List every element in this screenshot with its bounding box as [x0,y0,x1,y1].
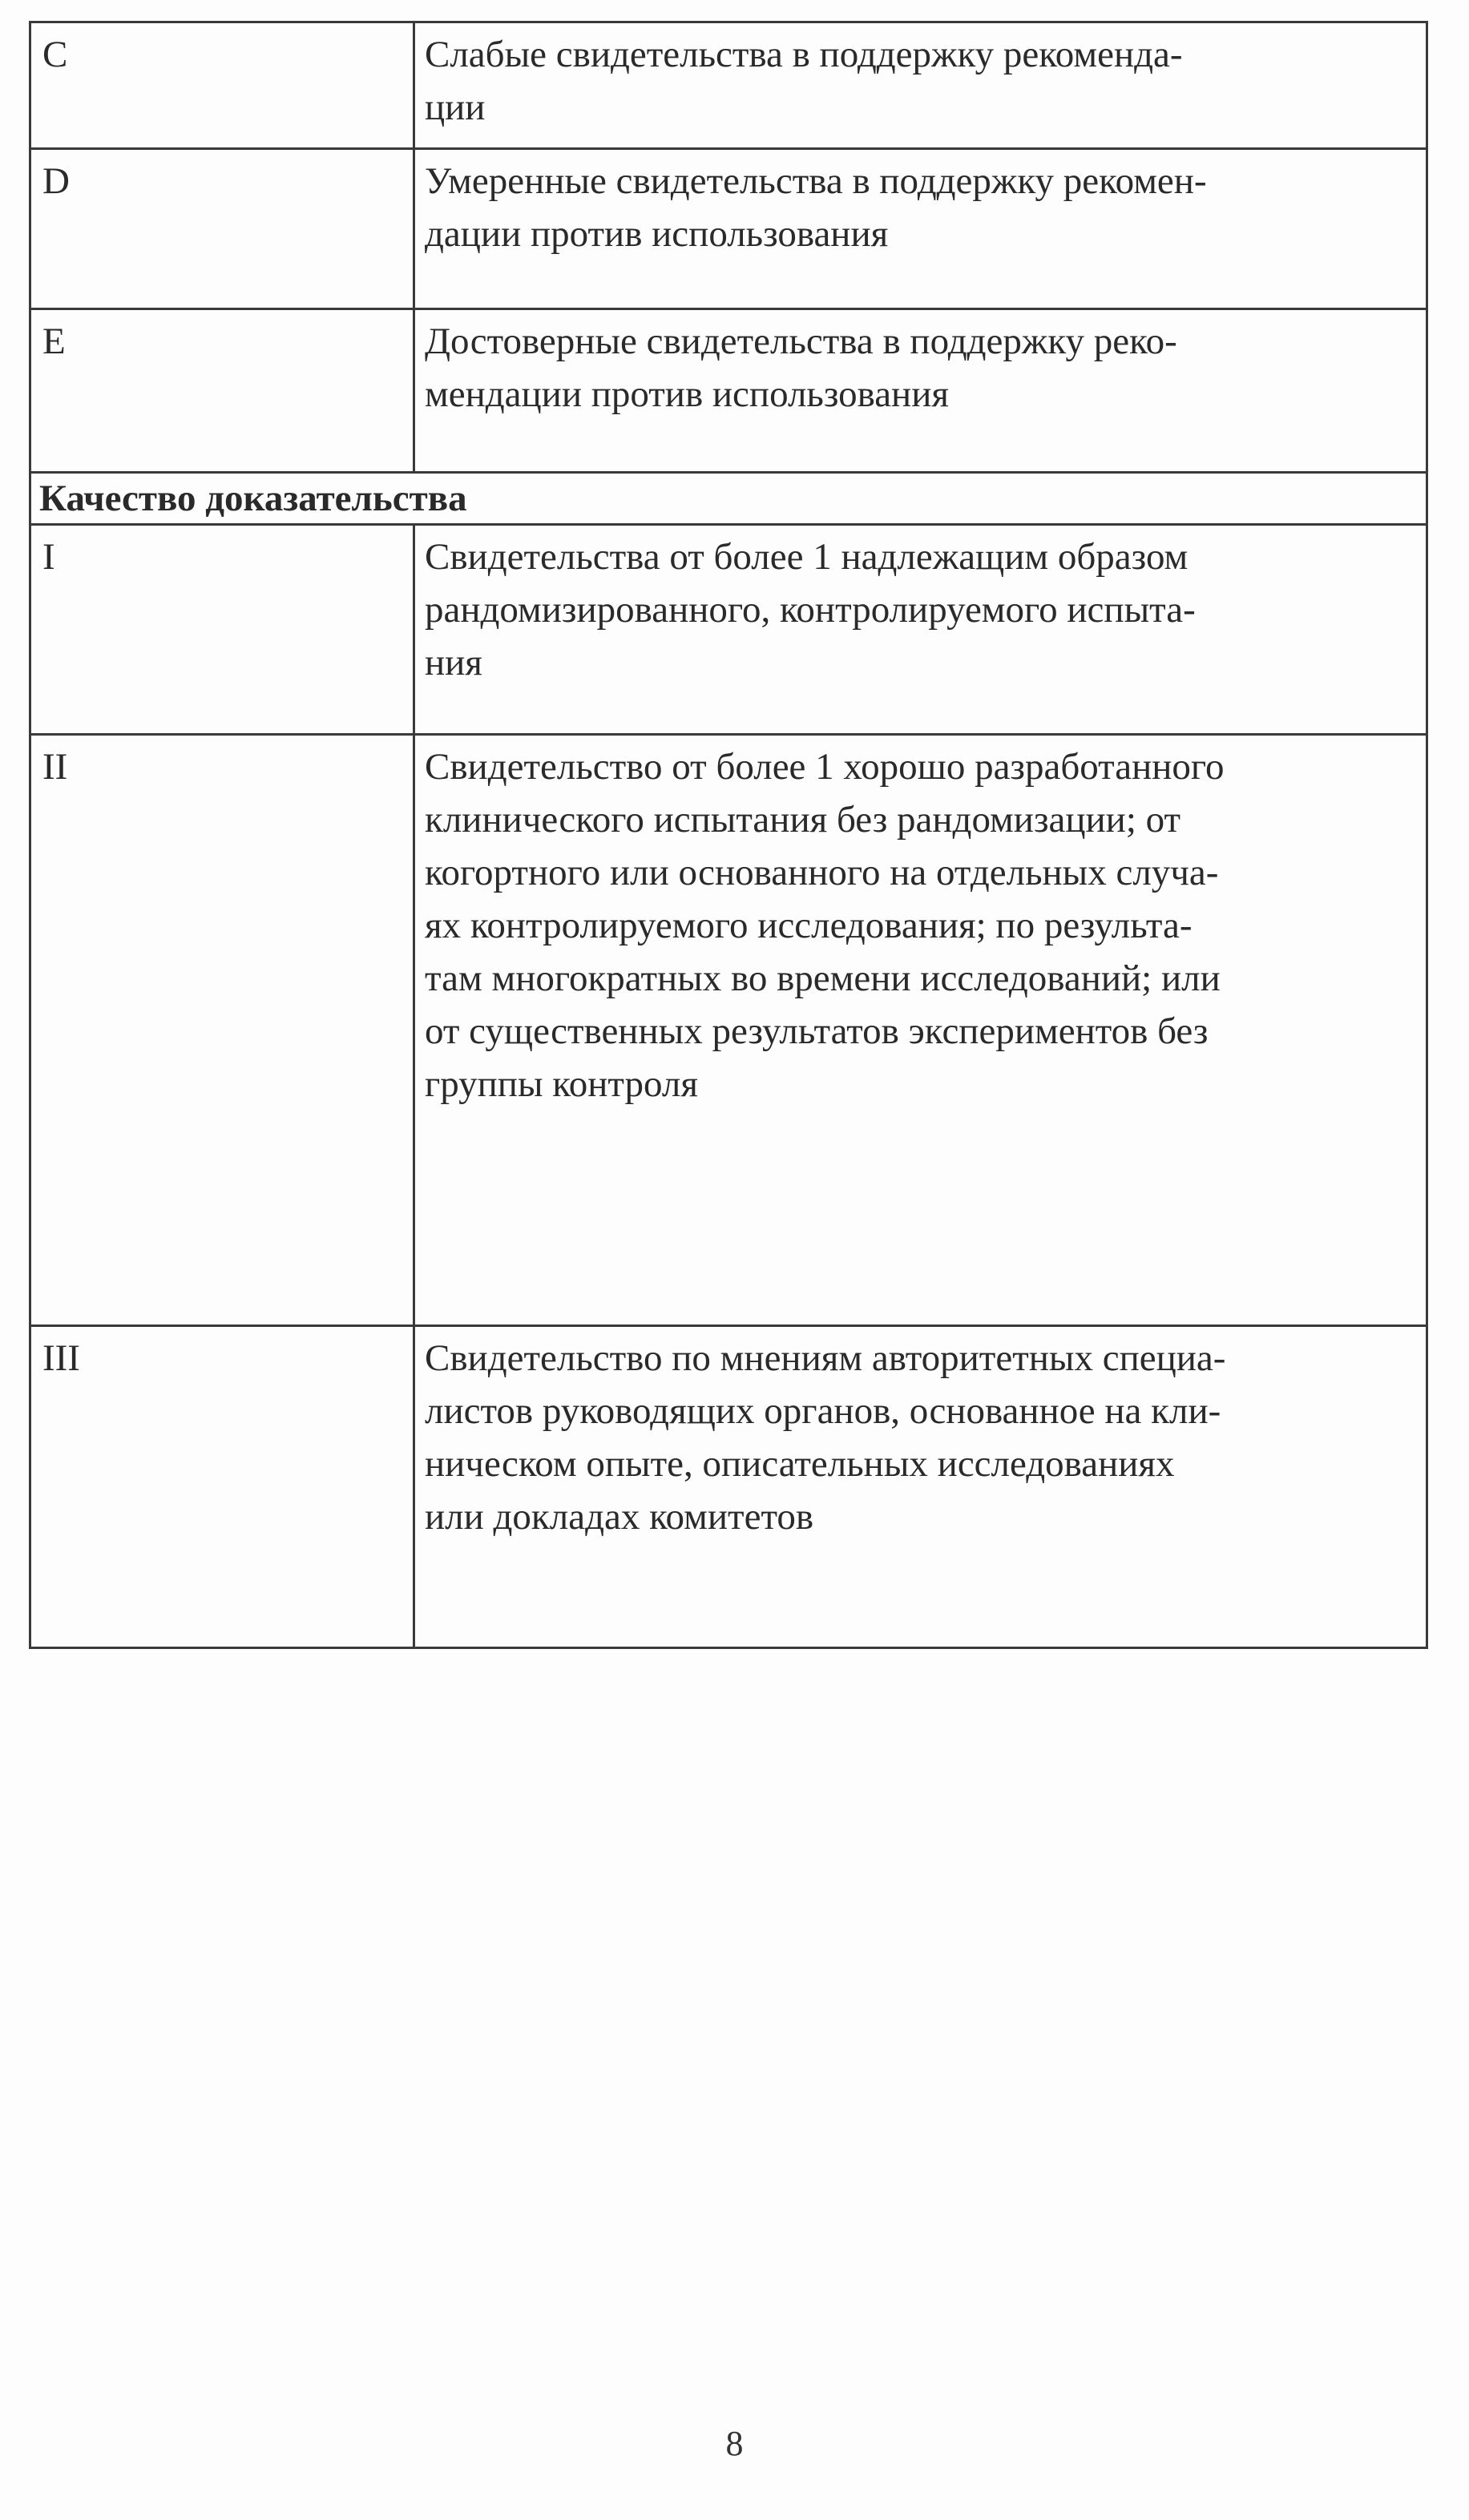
description-text: Свидетельство от более 1 хорошо разработанного клинического испытания без рандомизации; от когортного или основанного на отдельных случа- ях контролируемого исследования; по результа- там многократных во времени исследований; или от существенных результатов экспериментов без группы контроля [425,746,1225,1105]
quality-description [414,1326,1427,1648]
description-text: Умеренные свидетельства в поддержку рекомен- дации против использования [425,160,1207,255]
table-row [30,1326,1427,1648]
grade-code: D [30,149,414,309]
table-row [30,149,1427,309]
grade-description [414,309,1427,473]
quality-code: III [30,1326,414,1648]
page-number: 8 [725,2424,744,2463]
quality-description [414,525,1427,735]
grade-code: C [30,22,414,149]
quality-code: II [30,735,414,1326]
description-text: Свидетельство по мнениям авторитетных специа- листов руководящих органов, основанное на кли- ническом опыте, описательных исследованиях или докладах комитетов [425,1337,1226,1538]
grade-description [414,22,1427,149]
evidence-table [29,21,1428,1649]
table-row [30,735,1427,1326]
table-row [30,525,1427,735]
grade-code: E [30,309,414,473]
table-row [30,22,1427,149]
grade-description [414,149,1427,309]
quality-description [414,735,1427,1326]
description-text: Слабые свидетельства в поддержку рекоменда- ции [425,34,1183,128]
description-text: Достоверные свидетельства в поддержку реко- мендации против использования [425,321,1177,415]
section-title: Качество доказательства [30,473,1427,525]
quality-code: I [30,525,414,735]
table-row [30,309,1427,473]
section-header-row [30,473,1427,525]
description-text: Свидетельства от более 1 надлежащим образом рандомизированного, контролируемого испыта- ния [425,536,1196,683]
